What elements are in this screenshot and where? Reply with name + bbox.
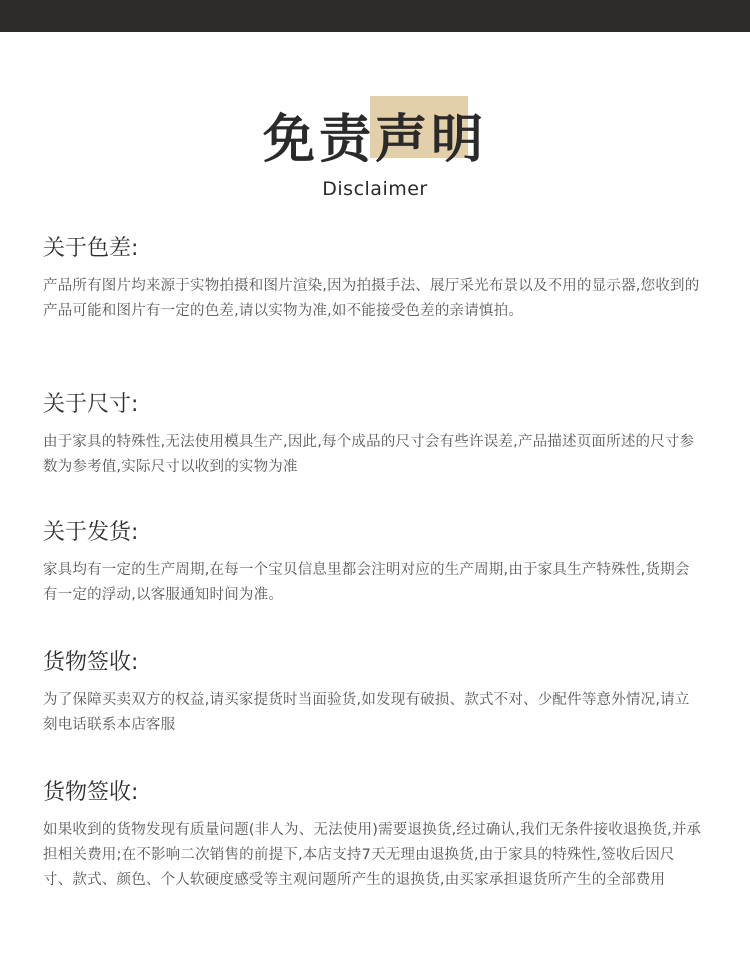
section-heading: 货物签收: (43, 650, 139, 675)
section-heading: 货物签收: (43, 780, 139, 805)
section-heading: 关于发货: (43, 520, 139, 545)
section-body: 为了保障买卖双方的权益,请买家提货时当面验货,如发现有破损、款式不对、少配件等意外情况,请立刻电话联系本店客服 (43, 692, 690, 733)
page-title: 免责声明 (262, 110, 487, 170)
section-body: 家具均有一定的生产周期,在每一个宝贝信息里都会注明对应的生产周期,由于家具生产特殊性,货期会有一定的浮动,以客服通知时间为准。 (43, 562, 690, 603)
section-body: 由于家具的特殊性,无法使用模具生产,因此,每个成品的尺寸会有些许误差,产品描述页面所述的尺寸参数为参考值,实际尺寸以收到的实物为准 (43, 434, 695, 475)
section-receipt-inspection (43, 648, 703, 738)
section-heading: 关于尺寸: (43, 392, 139, 417)
section-heading: 关于色差: (43, 236, 139, 261)
section-returns (43, 778, 703, 893)
section-body: 产品所有图片均来源于实物拍摄和图片渲染,因为拍摄手法、展厅采光布景以及不用的显示器,您收到的产品可能和图片有一定的色差,请以实物为准,如不能接受色差的亲请慎拍。 (43, 278, 700, 319)
section-color-difference (43, 234, 703, 324)
section-shipping (43, 518, 703, 608)
section-body: 如果收到的货物发现有质量问题(非人为、无法使用)需要退换货,经过确认,我们无条件接收退换货,并承担相关费用;在不影响二次销售的前提下,本店支持7天无理由退换货,由于家具的特殊性,签收后因尺寸、款式、颜色、个人软硬度感受等主观问题所产生的退换货,由买家承担退货所产生的全部费用 (43, 822, 702, 888)
title-block (0, 96, 750, 206)
page-subtitle: Disclaimer (322, 178, 428, 200)
top-bar (0, 0, 750, 32)
section-size (43, 390, 703, 480)
